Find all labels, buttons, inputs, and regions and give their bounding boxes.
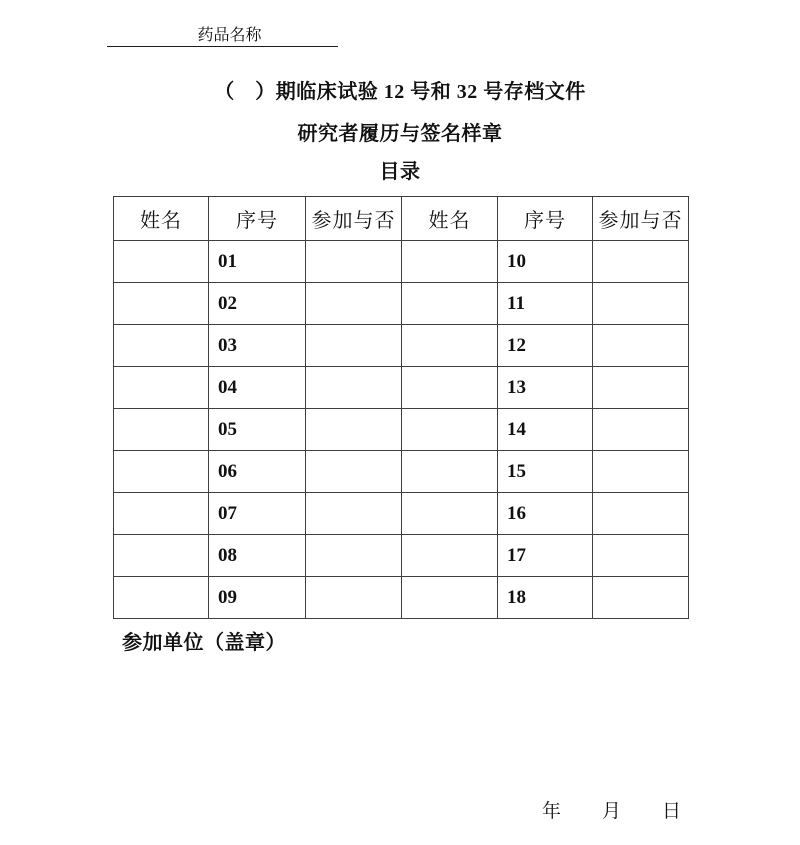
date-day-label: 日 — [662, 801, 682, 822]
table-row — [114, 577, 689, 619]
name-cell — [402, 577, 498, 619]
table-row — [114, 451, 689, 493]
name-cell — [114, 493, 209, 535]
date-month-label: 月 — [602, 801, 622, 822]
drug-name-underlined-blank: 药品名称 — [107, 26, 338, 47]
serial-number-cell: 08 — [209, 535, 306, 577]
table-row — [114, 325, 689, 367]
document-title-line1: （ ）期临床试验 12 号和 32 号存档文件 — [214, 81, 586, 103]
name-cell — [402, 493, 498, 535]
name-cell — [114, 409, 209, 451]
table-row — [114, 409, 689, 451]
participation-cell — [306, 325, 402, 367]
name-cell — [402, 535, 498, 577]
toc-heading: 目录 — [379, 161, 421, 183]
header-serial-left: 序号 — [209, 197, 306, 241]
name-cell — [402, 367, 498, 409]
participation-cell — [593, 451, 689, 493]
participation-cell — [306, 283, 402, 325]
name-cell — [114, 241, 209, 283]
serial-number-cell: 16 — [498, 493, 593, 535]
table-row — [114, 493, 689, 535]
serial-number-cell: 03 — [209, 325, 306, 367]
participation-cell — [306, 409, 402, 451]
participation-cell — [593, 283, 689, 325]
serial-number-cell: 14 — [498, 409, 593, 451]
table-header-row — [114, 197, 689, 241]
table-row — [114, 283, 689, 325]
header-serial-right: 序号 — [498, 197, 593, 241]
serial-number-cell: 07 — [209, 493, 306, 535]
serial-number-cell: 15 — [498, 451, 593, 493]
participation-cell — [593, 535, 689, 577]
name-cell — [114, 283, 209, 325]
table-row — [114, 241, 689, 283]
participation-cell — [306, 535, 402, 577]
name-cell — [402, 451, 498, 493]
name-cell — [402, 283, 498, 325]
participation-cell — [306, 493, 402, 535]
serial-number-cell: 04 — [209, 367, 306, 409]
serial-number-cell: 05 — [209, 409, 306, 451]
participating-unit-stamp-note: 参加单位（盖章） — [122, 632, 286, 654]
toc-table — [113, 196, 689, 619]
date-year-label: 年 — [542, 801, 562, 822]
serial-number-cell: 01 — [209, 241, 306, 283]
participation-cell — [306, 577, 402, 619]
name-cell — [114, 451, 209, 493]
serial-number-cell: 18 — [498, 577, 593, 619]
table-body — [114, 241, 689, 619]
participation-cell — [593, 409, 689, 451]
participation-cell — [593, 367, 689, 409]
name-cell — [114, 577, 209, 619]
header-participation-left: 参加与否 — [306, 197, 402, 241]
name-cell — [114, 367, 209, 409]
serial-number-cell: 12 — [498, 325, 593, 367]
name-cell — [114, 535, 209, 577]
serial-number-cell: 09 — [209, 577, 306, 619]
header-participation-right: 参加与否 — [593, 197, 689, 241]
serial-number-cell: 13 — [498, 367, 593, 409]
date-line — [542, 799, 681, 824]
participation-cell — [593, 241, 689, 283]
participation-cell — [593, 493, 689, 535]
header-name-left: 姓名 — [114, 197, 209, 241]
table-row — [114, 535, 689, 577]
participation-cell — [306, 241, 402, 283]
name-cell — [402, 241, 498, 283]
serial-number-cell: 11 — [498, 283, 593, 325]
name-cell — [402, 409, 498, 451]
table-row — [114, 367, 689, 409]
header-name-right: 姓名 — [402, 197, 498, 241]
serial-number-cell: 02 — [209, 283, 306, 325]
participation-cell — [593, 577, 689, 619]
document-title-line2: 研究者履历与签名样章 — [297, 123, 503, 145]
participation-cell — [306, 367, 402, 409]
serial-number-cell: 10 — [498, 241, 593, 283]
participation-cell — [593, 325, 689, 367]
name-cell — [402, 325, 498, 367]
serial-number-cell: 06 — [209, 451, 306, 493]
participation-cell — [306, 451, 402, 493]
name-cell — [114, 325, 209, 367]
serial-number-cell: 17 — [498, 535, 593, 577]
